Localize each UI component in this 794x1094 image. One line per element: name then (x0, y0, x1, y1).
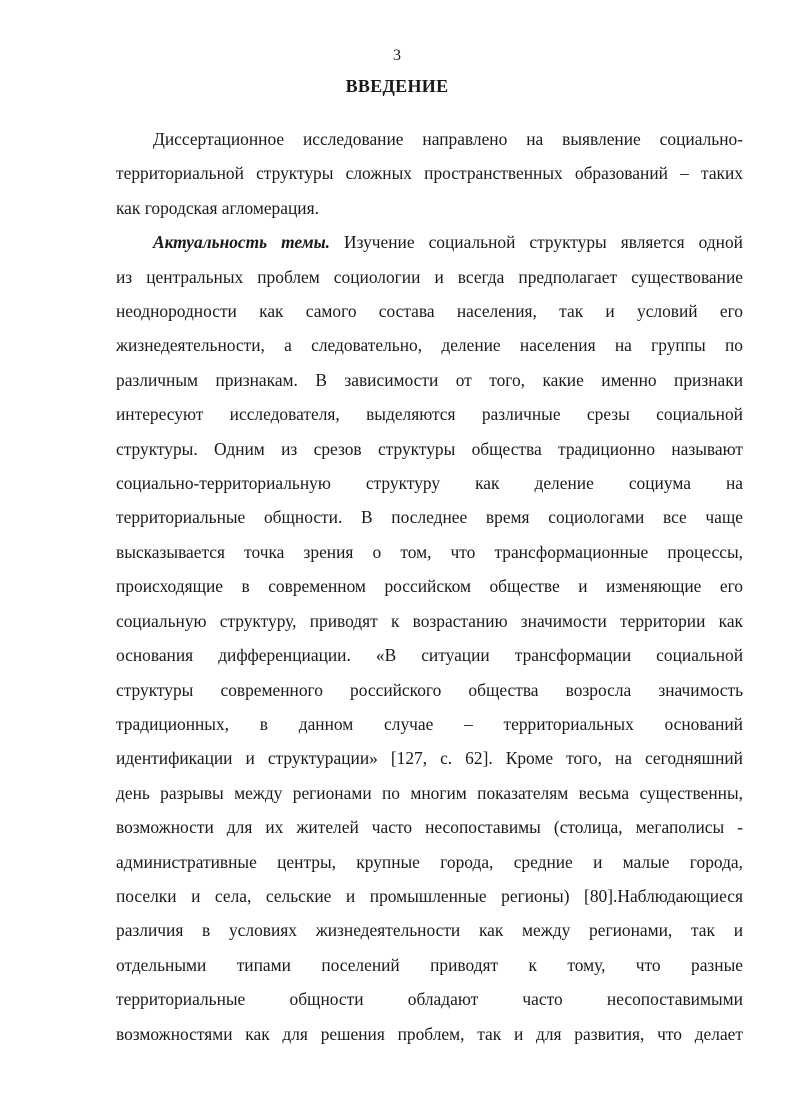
relevance-line: территориальные общности. В последнее время социологами все чаще (116, 507, 743, 528)
relevance-line: возможностями как для решения проблем, так и для развития, что делает (116, 1023, 743, 1044)
relevance-paragraph (116, 225, 743, 1051)
document-body (116, 122, 743, 1051)
relevance-line: день разрывы между регионами по многим показателям весьма существенны, (116, 782, 743, 803)
relevance-line: поселки и села, сельские и промышленные регионы) [80].Наблюдающиеся (116, 885, 743, 906)
intro-line: как городская агломерация. (116, 197, 319, 218)
intro-paragraph (116, 122, 743, 225)
relevance-first-line (116, 225, 743, 259)
page-number: 3 (393, 47, 401, 64)
relevance-line: высказывается точка зрения о том, что трансформационные процессы, (116, 541, 743, 562)
relevance-line: жизнедеятельности, а следовательно, деление населения на группы по (116, 335, 743, 356)
relevance-line: основания дифференциации. «В ситуации трансформации социальной (116, 645, 743, 666)
relevance-line: различия в условиях жизнедеятельности как между регионами, так и (116, 920, 743, 941)
intro-line: территориальной структуры сложных пространственных образований – таких (116, 163, 743, 184)
section-heading: ВВЕДЕНИЕ (345, 76, 449, 96)
relevance-line: интересуют исследователя, выделяются различные срезы социальной (116, 404, 743, 425)
relevance-line: социальную структуру, приводят к возрастанию значимости территории как (116, 610, 743, 631)
relevance-line: социально-территориальную структуру как деление социума на (116, 473, 743, 494)
relevance-line: структуры современного российского общества возросла значимость (116, 679, 743, 700)
relevance-line: территориальные общности обладают часто несопоставимыми (116, 989, 743, 1010)
relevance-line: структуры. Одним из срезов структуры общества традиционно называют (116, 438, 743, 459)
relevance-line: отдельными типами поселений приводят к тому, что разные (116, 954, 743, 975)
intro-line: Диссертационное исследование направлено на выявление социально- (153, 129, 743, 149)
relevance-line: административные центры, крупные города, средние и малые города, (116, 851, 743, 872)
relevance-line: возможности для их жителей часто несопоставимы (столица, мегаполисы - (116, 817, 743, 838)
relevance-line: происходящие в современном российском обществе и изменяющие его (116, 576, 743, 597)
relevance-line: неоднородности как самого состава населения, так и условий его (116, 301, 743, 322)
relevance-line: из центральных проблем социологии и всегда предполагает существование (116, 266, 743, 287)
relevance-lead: Актуальность темы. (153, 232, 331, 253)
relevance-first-line-text: Изучение социальной структуры является одной (330, 232, 743, 253)
relevance-line: традиционных, в данном случае – территориальных оснований (116, 713, 743, 734)
relevance-line: различным признакам. В зависимости от того, какие именно признаки (116, 369, 743, 390)
relevance-line: идентификации и структурации» [127, с. 62]. Кроме того, на сегодняшний (116, 748, 743, 769)
